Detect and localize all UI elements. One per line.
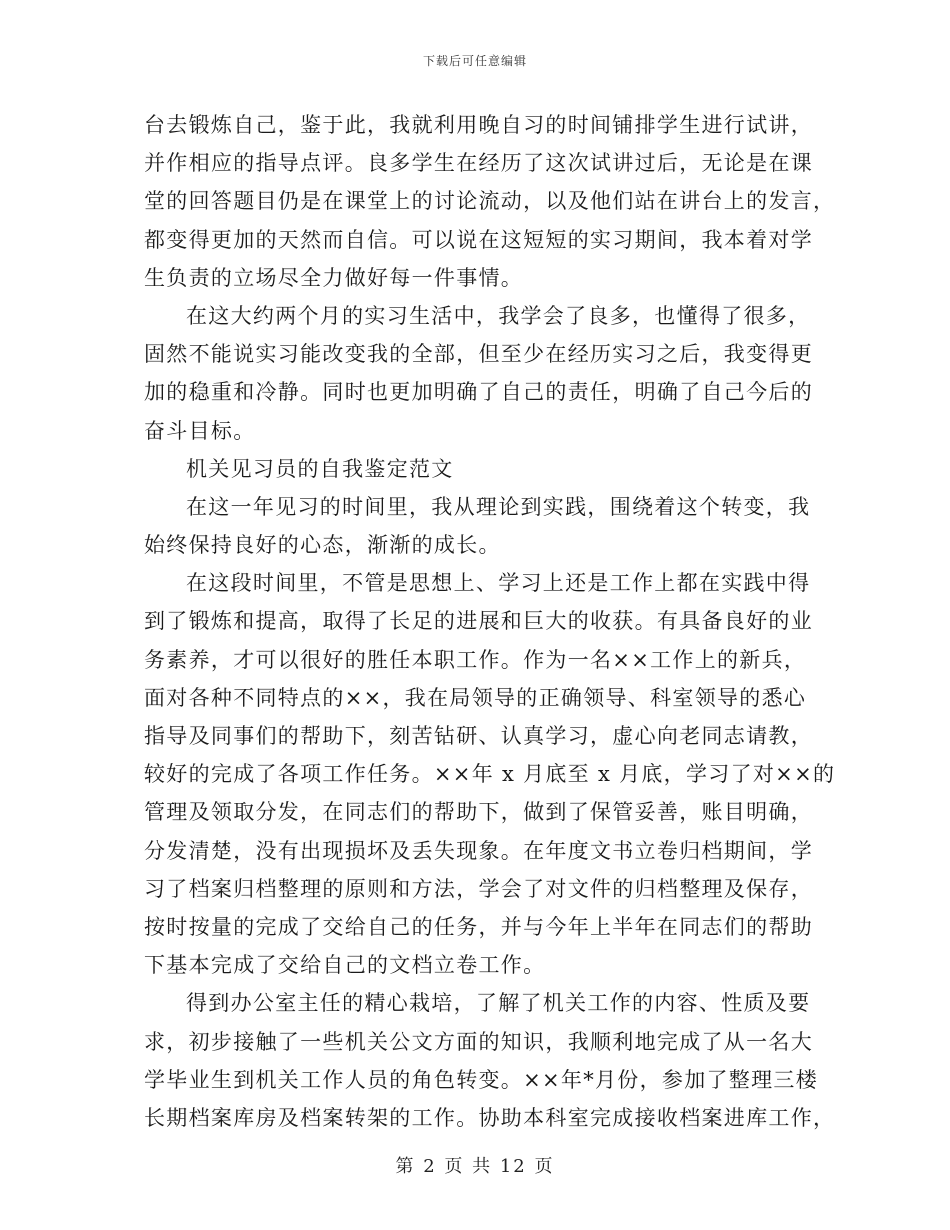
text-line: 务素养，才可以很好的胜任本职工作。作为一名××工作上的新兵， [144, 647, 807, 672]
text-line: 并作相应的指导点评。良多学生在经历了这次试讲过后，无论是在课 [144, 151, 813, 176]
text-line: 管理及领取分发，在同志们的帮助下，做到了保管妥善，账目明确， [144, 800, 813, 825]
text-line: 按时按量的完成了交给自己的任务，并与今年上半年在同志们的帮助 [144, 914, 813, 939]
page-header: 下载后可任意编辑 [422, 54, 527, 68]
text-line: 学毕业生到机关工作人员的角色转变。××年*月份，参加了整理三楼 [144, 1067, 818, 1092]
text-line: 台去锻炼自己，鉴于此，我就利用晚自习的时间铺排学生进行试讲， [144, 113, 813, 137]
document-body [144, 106, 836, 1137]
text-line: 奋斗目标。 [144, 418, 256, 443]
text-line: 长期档案库房及档案转架的工作。协助本科室完成接收档案进库工作， [144, 1105, 836, 1130]
text-line: 下基本完成了交给自己的文档立卷工作。 [144, 953, 546, 978]
text-line: 到了锻炼和提高，取得了长足的进展和巨大的收获。有具备良好的业 [144, 609, 813, 634]
section-title: 机关见习员的自我鉴定范文 [186, 456, 454, 481]
paragraph-first-line: 得到办公室主任的精心栽培，了解了机关工作的内容、性质及要 [186, 991, 811, 1016]
paragraph-first-line: 在这大约两个月的实习生活中，我学会了良多，也懂得了很多， [186, 303, 811, 328]
paragraph-first-line: 在这段时间里，不管是思想上、学习上还是工作上都在实践中得 [186, 571, 811, 596]
text-line: 生负责的立场尽全力做好每一件事情。 [144, 265, 524, 290]
page-number-footer: 第 2 页 共 12 页 [395, 1156, 555, 1177]
text-line: 固然不能说实习能改变我的全部，但至少在经历实习之后，我变得更 [144, 342, 813, 367]
text-line: 堂的回答题目仍是在课堂上的讨论流动，以及他们站在讲台上的发言， [144, 189, 836, 214]
text-line: 求，初步接触了一些机关公文方面的知识，我顺利地完成了从一名大 [144, 1029, 813, 1054]
text-line: 始终保持良好的心态，渐渐的成长。 [144, 533, 501, 558]
text-line: 分发清楚，没有出现损坏及丢失现象。在年度文书立卷归档期间，学 [144, 838, 813, 863]
text-line: 习了档案归档整理的原则和方法，学会了对文件的归档整理及保存， [144, 876, 813, 901]
paragraph-first-line: 在这一年见习的时间里，我从理论到实践，围绕着这个转变，我 [186, 494, 811, 519]
text-line: 指导及同事们的帮助下，刻苦钻研、认真学习，虚心向老同志请教， [144, 724, 813, 748]
text-line: 面对各种不同特点的××，我在局领导的正确领导、科室领导的悉心 [144, 685, 807, 710]
text-line: 加的稳重和冷静。同时也更加明确了自己的责任，明确了自己今后的 [144, 380, 813, 405]
text-line: 较好的完成了各项工作任务。××年 x 月底至 x 月底，学习了对××的 [144, 762, 836, 787]
text-line: 都变得更加的天然而自信。可以说在这短短的实习期间，我本着对学 [144, 227, 813, 252]
